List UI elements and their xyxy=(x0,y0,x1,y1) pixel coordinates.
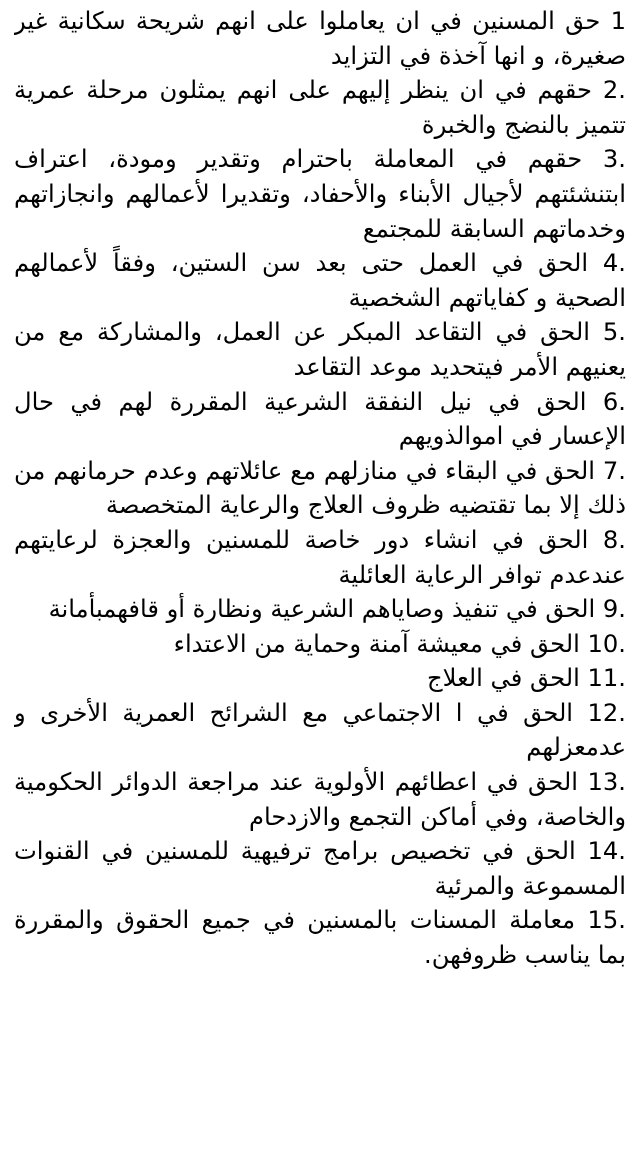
right-item-2: .2 حقهم في ان ينظر إليهم على انهم يمثلون مرحلة عمرية تتميز بالنضج والخبرة xyxy=(14,76,626,139)
right-item-1: 1 حق المسنين في ان يعاملوا على انهم شريحة سكانية غير صغيرة، و انها آخذة في التزايد xyxy=(14,7,626,70)
rights-document xyxy=(14,4,626,1170)
right-item-10: .10 الحق في معيشة آمنة وحماية من الاعتداء xyxy=(173,629,626,658)
right-item-3: .3 حقهم في المعاملة باحترام وتقدير ومودة، اعتراف ابتنشئتهم لأجيال الأبناء والأحفاد، وتقديرا لأعمالهم وانجازاتهم وخدماتهم السابقة للمجتمع xyxy=(14,145,626,243)
right-item-5: .5 الحق في التقاعد المبكر عن العمل، والمشاركة مع من يعنيهم الأمر فيتحديد موعد التقاعد xyxy=(14,318,626,381)
right-item-12: .12 الحق في ا الاجتماعي مع الشرائح العمرية الأخرى و عدمعزلهم xyxy=(14,698,626,762)
right-item-4: .4 الحق في العمل حتى بعد سن الستين، وفقاً لأعمالهم الصحية و كفاياتهم الشخصية xyxy=(14,249,626,312)
right-item-6: .6 الحق في نيل النفقة الشرعية المقررة لهم في حال الإعسار في اموالذويهم xyxy=(14,387,626,451)
right-item-8: .8 الحق في انشاء دور خاصة للمسنين والعجزة لرعايتهم عندعدم توافر الرعاية العائلية xyxy=(14,525,626,589)
right-item-13: .13 الحق في اعطائهم الأولوية عند مراجعة الدوائر الحكومية والخاصة، وفي أماكن التجمع والازدحام xyxy=(14,768,626,831)
right-item-7: .7 الحق في البقاء في منازلهم مع عائلاتهم وعدم حرمانهم من ذلك إلا بما تقتضيه ظروف العلاج والرعاية المتخصصة xyxy=(14,456,626,520)
right-item-11: .11 الحق في العلاج xyxy=(427,664,626,693)
right-item-9: .9 الحق في تنفيذ وصاياهم الشرعية ونظارة أو قافهمبأمانة xyxy=(48,595,626,624)
right-item-14: .14 الحق في تخصيص برامج ترفيهية للمسنين في القنوات المسموعة والمرئية xyxy=(14,837,626,900)
right-item-15: .15 معاملة المسنات بالمسنين في جميع الحقوق والمقررة بما يناسب ظروفهن. xyxy=(14,906,626,970)
